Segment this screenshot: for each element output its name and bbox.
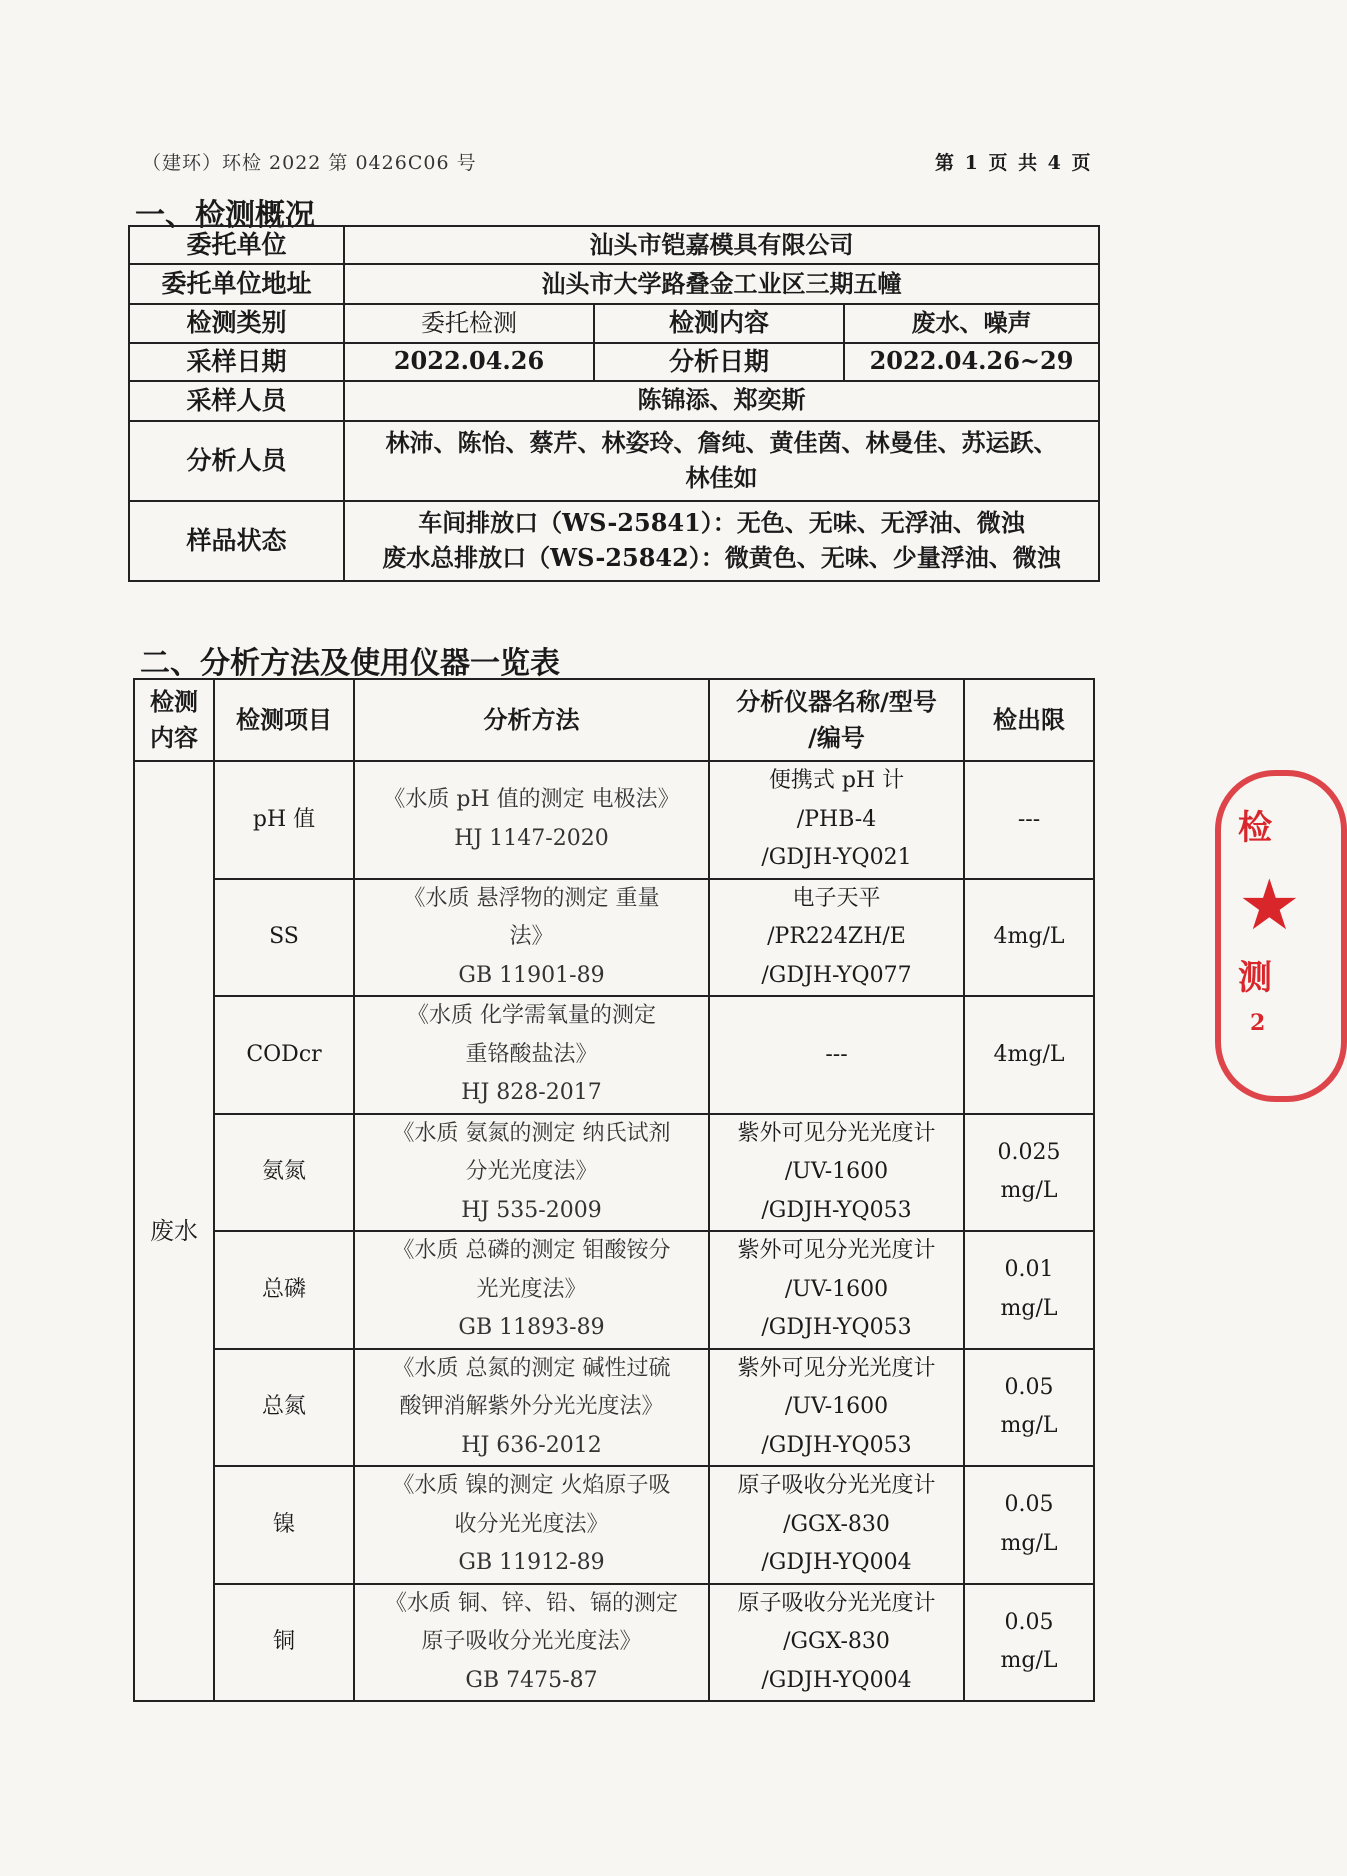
method-cell-line-2: 法》 — [509, 924, 554, 949]
limit-cell-line-1: 0.01 — [1004, 1257, 1054, 1283]
instrument-cell — [709, 1584, 964, 1702]
analysts-line-1: 林沛、陈怡、蔡芹、林姿玲、詹纯、黄佳茵、林曼佳、苏运跃、 — [385, 427, 1058, 457]
limit-cell-line-1: 4mg/L — [993, 1041, 1065, 1067]
instrument-cell-line-1: 原子吸收分光光度计 — [737, 1473, 936, 1498]
analysts-value — [344, 421, 1099, 501]
limit-cell — [964, 1466, 1094, 1584]
instrument-cell-line-2: /UV-1600 — [784, 1159, 889, 1184]
item-cell — [214, 761, 354, 879]
header-item: 检测项目 — [214, 679, 354, 761]
method-cell — [354, 1466, 709, 1584]
address-value: 汕头市大学路叠金工业区三期五幢 — [344, 264, 1099, 304]
method-cell-line-2: 光光度法》 — [476, 1276, 587, 1302]
method-cell-line-3: GB 7475-87 — [465, 1667, 598, 1693]
method-cell-line-2: 收分光光度法》 — [454, 1511, 609, 1537]
item-cell — [214, 1349, 354, 1467]
instrument-cell — [709, 761, 964, 879]
sample-date-value: 2022.04.26 — [344, 343, 594, 381]
instrument-cell — [709, 1231, 964, 1349]
limit-cell — [964, 1349, 1094, 1467]
analysts-label: 分析人员 — [129, 421, 344, 501]
method-cell-line-2: 分光光度法》 — [465, 1159, 598, 1184]
instrument-cell-line-3: /GDJH-YQ021 — [761, 845, 912, 870]
method-cell-line-3: GB 11901-89 — [458, 962, 605, 988]
instrument-cell-line-3: /GDJH-YQ077 — [761, 962, 912, 988]
page-info: 第 1 页 共 4 页 — [935, 152, 1093, 174]
instrument-cell-line-2: /UV-1600 — [784, 1276, 889, 1302]
header-content — [134, 679, 214, 761]
header-content-line-2: 内容 — [150, 724, 198, 752]
content-label: 检测内容 — [594, 304, 844, 342]
header-method: 分析方法 — [354, 679, 709, 761]
stamp-char-3: 2 — [1250, 1010, 1266, 1036]
table-row — [134, 879, 1094, 997]
stamp-char-1: 检 — [1238, 808, 1272, 848]
instrument-cell-line-3: /GDJH-YQ053 — [761, 1432, 912, 1458]
client-label: 委托单位 — [129, 226, 344, 264]
item-cell-line-1: 铜 — [272, 1629, 295, 1654]
limit-cell — [964, 879, 1094, 997]
report-number: （建环）环检 2022 第 0426C06 号 — [142, 152, 477, 174]
limit-cell — [964, 761, 1094, 879]
table-row — [134, 761, 1094, 879]
table-row — [134, 1231, 1094, 1349]
instrument-cell-line-2: /PHB-4 — [796, 806, 877, 832]
item-cell — [214, 996, 354, 1114]
table-row — [134, 1114, 1094, 1232]
instrument-cell-line-1: 紫外可见分光光度计 — [737, 1120, 936, 1146]
method-cell — [354, 1584, 709, 1702]
item-cell — [214, 1466, 354, 1584]
table-row — [134, 996, 1094, 1114]
method-cell-line-3: HJ 535-2009 — [461, 1197, 602, 1223]
instrument-cell — [709, 996, 964, 1114]
limit-cell-line-2: mg/L — [1000, 1530, 1058, 1556]
item-cell-line-1: CODcr — [246, 1041, 322, 1067]
limit-cell-line-2: mg/L — [1000, 1413, 1058, 1439]
header-instrument-line-2: /编号 — [808, 724, 865, 752]
overview-table — [128, 225, 1100, 582]
method-cell — [354, 1349, 709, 1467]
limit-cell-line-1: 0.05 — [1004, 1374, 1054, 1400]
limit-cell-line-1: --- — [1017, 806, 1041, 832]
method-cell-line-1: 《水质 总磷的测定 钼酸铵分 — [392, 1238, 671, 1263]
stamp-star-icon: ★ — [1238, 864, 1301, 946]
instrument-cell — [709, 1349, 964, 1467]
instrument-cell — [709, 1466, 964, 1584]
item-cell — [214, 1114, 354, 1232]
limit-cell-line-1: 0.05 — [1004, 1492, 1054, 1518]
method-rows — [134, 761, 1094, 1701]
instrument-cell-line-2: /GGX-830 — [783, 1511, 890, 1537]
section-title-methods: 二、分析方法及使用仪器一览表 — [140, 646, 560, 681]
category-cell: 废水 — [134, 761, 214, 1701]
method-cell-line-2: 酸钾消解紫外分光光度法》 — [399, 1394, 664, 1419]
item-cell-line-1: 镍 — [272, 1511, 295, 1537]
limit-cell-line-2: mg/L — [1000, 1648, 1058, 1674]
limit-cell — [964, 1231, 1094, 1349]
section-title-overview: 一、检测概况 — [135, 198, 315, 233]
instrument-cell-line-2: /GGX-830 — [783, 1629, 890, 1654]
instrument-cell-line-2: /PR224ZH/E — [767, 924, 906, 949]
limit-cell — [964, 996, 1094, 1114]
limit-cell-line-1: 0.025 — [997, 1139, 1061, 1165]
instrument-cell-line-1: 原子吸收分光光度计 — [737, 1590, 936, 1616]
method-cell-line-1: 《水质 镍的测定 火焰原子吸 — [392, 1473, 671, 1498]
method-cell — [354, 879, 709, 997]
table-row — [134, 1466, 1094, 1584]
instrument-cell-line-1: 紫外可见分光光度计 — [737, 1355, 936, 1381]
method-cell-line-1: 《水质 化学需氧量的测定 — [407, 1003, 656, 1028]
type-label: 检测类别 — [129, 304, 344, 342]
method-cell — [354, 1231, 709, 1349]
method-cell-line-1: 《水质 氨氮的测定 纳氏试剂 — [392, 1120, 671, 1146]
instrument-cell-line-3: /GDJH-YQ004 — [761, 1550, 912, 1575]
analysis-date-value: 2022.04.26~29 — [844, 343, 1099, 381]
sample-state-line-1: 车间排放口（WS-25841）：无色、无味、无浮油、微浊 — [418, 507, 1025, 537]
instrument-cell-line-1: 便携式 pH 计 — [768, 768, 905, 793]
item-cell — [214, 1584, 354, 1702]
method-cell — [354, 1114, 709, 1232]
analysis-date-label: 分析日期 — [594, 343, 844, 381]
limit-cell-line-1: 4mg/L — [993, 924, 1065, 949]
instrument-cell — [709, 879, 964, 997]
method-cell-line-1: 《水质 pH 值的测定 电极法》 — [383, 787, 680, 813]
method-cell-line-2: HJ 1147-2020 — [454, 825, 609, 851]
address-label: 委托单位地址 — [129, 264, 344, 304]
header-instrument-line-1: 分析仪器名称/型号 — [736, 688, 937, 716]
instrument-cell-line-1: 电子天平 — [792, 885, 881, 911]
item-cell-line-1: pH 值 — [252, 806, 316, 832]
sample-date-label: 采样日期 — [129, 343, 344, 381]
header-instrument — [709, 679, 964, 761]
limit-cell-line-1: 0.05 — [1004, 1609, 1054, 1635]
limit-cell — [964, 1584, 1094, 1702]
item-cell-line-1: 氨氮 — [261, 1159, 306, 1184]
method-cell-line-3: GB 11912-89 — [458, 1550, 605, 1575]
instrument-cell-line-3: /GDJH-YQ053 — [761, 1197, 912, 1223]
instrument-cell-line-1: --- — [825, 1041, 848, 1067]
analysts-line-2: 林佳如 — [685, 462, 758, 492]
method-cell — [354, 761, 709, 879]
stamp-char-2: 测 — [1238, 958, 1272, 998]
methods-table — [133, 678, 1095, 1702]
header-limit: 检出限 — [964, 679, 1094, 761]
samplers-value: 陈锦添、郑奕斯 — [344, 381, 1099, 421]
item-cell — [214, 879, 354, 997]
limit-cell — [964, 1114, 1094, 1232]
method-cell-line-3: HJ 636-2012 — [461, 1432, 602, 1458]
table-row — [134, 1584, 1094, 1702]
method-cell-line-1: 《水质 悬浮物的测定 重量 — [403, 885, 660, 911]
table-row — [134, 1349, 1094, 1467]
limit-cell-line-2: mg/L — [1000, 1178, 1058, 1204]
sample-state-value — [344, 501, 1099, 581]
instrument-cell-line-3: /GDJH-YQ053 — [761, 1315, 912, 1340]
header-content-line-1: 检测 — [150, 688, 198, 716]
samplers-label: 采样人员 — [129, 381, 344, 421]
item-cell — [214, 1231, 354, 1349]
instrument-cell-line-1: 紫外可见分光光度计 — [737, 1238, 936, 1263]
instrument-cell — [709, 1114, 964, 1232]
instrument-cell-line-3: /GDJH-YQ004 — [761, 1667, 912, 1693]
method-cell — [354, 996, 709, 1114]
method-cell-line-1: 《水质 总氮的测定 碱性过硫 — [392, 1355, 671, 1381]
method-cell-line-3: HJ 828-2017 — [461, 1080, 602, 1105]
instrument-cell-line-2: /UV-1600 — [784, 1394, 889, 1419]
client-value: 汕头市铠嘉模具有限公司 — [344, 226, 1099, 264]
item-cell-line-1: 总氮 — [261, 1394, 306, 1419]
method-cell-line-2: 重铬酸盐法》 — [465, 1041, 598, 1067]
method-cell-line-3: GB 11893-89 — [458, 1315, 605, 1340]
item-cell-line-1: 总磷 — [261, 1276, 306, 1302]
sample-state-label: 样品状态 — [129, 501, 344, 581]
method-cell-line-1: 《水质 铜、锌、铅、镉的测定 — [385, 1590, 678, 1616]
item-cell-line-1: SS — [269, 924, 299, 949]
sample-state-line-2: 废水总排放口（WS-25842）：微黄色、无味、少量浮油、微浊 — [382, 542, 1061, 572]
content-value: 废水、噪声 — [844, 304, 1099, 342]
type-value: 委托检测 — [344, 304, 594, 342]
limit-cell-line-2: mg/L — [1000, 1295, 1058, 1321]
method-cell-line-2: 原子吸收分光光度法》 — [421, 1629, 642, 1654]
